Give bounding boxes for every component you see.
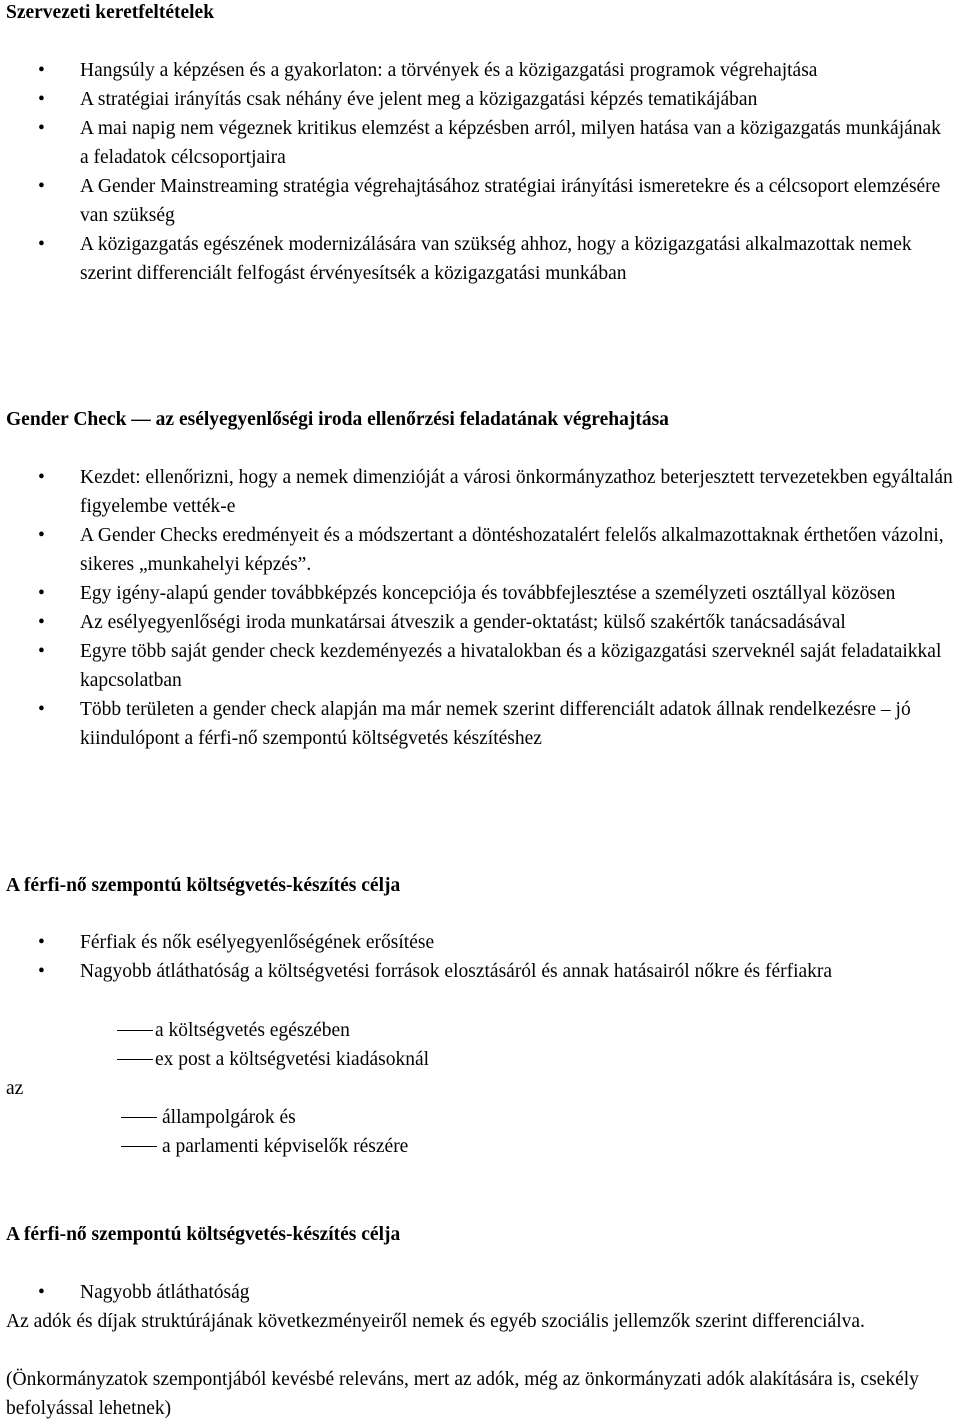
bullet-text: Több területen a gender check alapján ma már nemek szerint differenciált adatok állnak rendelkezésre – jó kiindulópont a férfi-nő szempontú költségvetés készítéshez [80, 699, 911, 749]
section-2-title: Gender Check — az esélyegyenlőségi iroda ellenőrzési feladatának végrehajtása [6, 409, 669, 430]
dash-list-item [0, 1103, 960, 1132]
bullet-icon: • [38, 89, 45, 110]
bullet-text: Nagyobb átláthatóság a költségvetési források elosztásáról és annak hatásairól nőkre és férfiakra [80, 961, 833, 982]
dash-icon [117, 1030, 153, 1031]
paragraph: Az adók és díjak struktúrájának következményeiről nemek és egyéb szociális jellemzők szerint differenciálva. [6, 1311, 865, 1332]
bullet-icon: • [38, 641, 45, 662]
bullet-text: Férfiak és nők esélyegyenlőségének erősítése [80, 932, 435, 953]
bullet-icon: • [38, 1282, 45, 1303]
list-item [0, 637, 954, 695]
dash-item-text: a költségvetés egészében [155, 1020, 350, 1041]
dash-icon [117, 1059, 153, 1060]
dash-list-item [0, 1132, 960, 1161]
list-item [0, 172, 954, 230]
connector-text: az [6, 1078, 24, 1099]
bullet-icon: • [38, 118, 45, 139]
list-item [0, 85, 954, 114]
list-item [0, 114, 954, 172]
bullet-icon: • [38, 234, 45, 255]
bullet-icon: • [38, 60, 45, 81]
list-item [0, 695, 954, 753]
bullet-icon: • [38, 699, 45, 720]
dash-item-text: ex post a költségvetési kiadásoknál [155, 1049, 430, 1070]
bullet-text: A Gender Checks eredményeit és a módszertant a döntéshozatalért felelős alkalmazottaknak érthetően vázolni, sikeres „munkahelyi képzés”. [80, 525, 944, 575]
bullet-icon: • [38, 176, 45, 197]
bullet-text: A mai napig nem végeznek kritikus elemzést a képzésben arról, milyen hatása van a közigazgatás munkájának a feladatok célcsoportjaira [80, 118, 941, 168]
bullet-icon: • [38, 583, 45, 604]
bullet-icon: • [38, 612, 45, 633]
bullet-text: A közigazgatás egészének modernizálására van szükség ahhoz, hogy a közigazgatási alkalmazottak nemek szerint differenciált felfogást érvényesítsék a közigazgatási munkában [80, 234, 912, 284]
bullet-text: Nagyobb átláthatóság [80, 1282, 250, 1303]
bullet-icon: • [38, 932, 45, 953]
list-item [0, 230, 954, 288]
section-2-bullet-list [0, 463, 954, 753]
list-item [0, 521, 954, 579]
section-4-bullet-list [0, 1278, 954, 1307]
dash-icon [121, 1117, 157, 1118]
dash-item-text: a parlamenti képviselők részére [162, 1136, 409, 1157]
dash-icon [121, 1146, 157, 1147]
bullet-text: Egy igény-alapú gender továbbképzés koncepciója és továbbfejlesztése a személyzeti osztállyal közösen [80, 583, 896, 604]
paragraph: (Önkormányzatok szempontjából kevésbé releváns, mert az adók, még az önkormányzati adók alakítására is, csekély befolyással lehetnek) [6, 1369, 919, 1419]
bullet-text: Az esélyegyenlőségi iroda munkatársai átveszik a gender-oktatást; külső szakértők tanácsadásával [80, 612, 846, 633]
bullet-text: Kezdet: ellenőrizni, hogy a nemek dimenzióját a városi önkormányzathoz beterjesztett tervezetekben egyáltalán figyelembe vették-e [80, 467, 953, 517]
section-3-title: A férfi-nő szempontú költségvetés-készítés célja [6, 875, 401, 896]
bullet-text: Hangsúly a képzésen és a gyakorlaton: a törvények és a közigazgatási programok végrehajtása [80, 60, 818, 81]
list-item [0, 608, 954, 637]
section-3-bullet-list [0, 928, 954, 986]
section-4-title: A férfi-nő szempontú költségvetés-készítés célja [6, 1224, 401, 1245]
dash-list-item [0, 1016, 960, 1045]
list-item [0, 56, 954, 85]
bullet-text: A stratégiai irányítás csak néhány éve jelent meg a közigazgatási képzés tematikájában [80, 89, 758, 110]
bullet-text: Egyre több saját gender check kezdeményezés a hivatalokban és a közigazgatási szerveknél saját feladataikkal kapcsolatban [80, 641, 942, 691]
bullet-icon: • [38, 525, 45, 546]
list-item [0, 928, 954, 957]
list-item [0, 463, 954, 521]
dash-list-item [0, 1045, 960, 1074]
bullet-icon: • [38, 961, 45, 982]
section-1-bullet-list [0, 56, 954, 288]
list-item [0, 957, 954, 986]
bullet-icon: • [38, 467, 45, 488]
dash-item-text: állampolgárok és [162, 1107, 296, 1128]
list-item [0, 579, 954, 608]
connector-line [0, 1074, 960, 1103]
list-item [0, 1278, 954, 1307]
bullet-text: A Gender Mainstreaming stratégia végrehajtásához stratégiai irányítási ismeretekre és a célcsoport elemzésére van szükség [80, 176, 941, 226]
section-1-title: Szervezeti keretfeltételek [6, 2, 215, 23]
